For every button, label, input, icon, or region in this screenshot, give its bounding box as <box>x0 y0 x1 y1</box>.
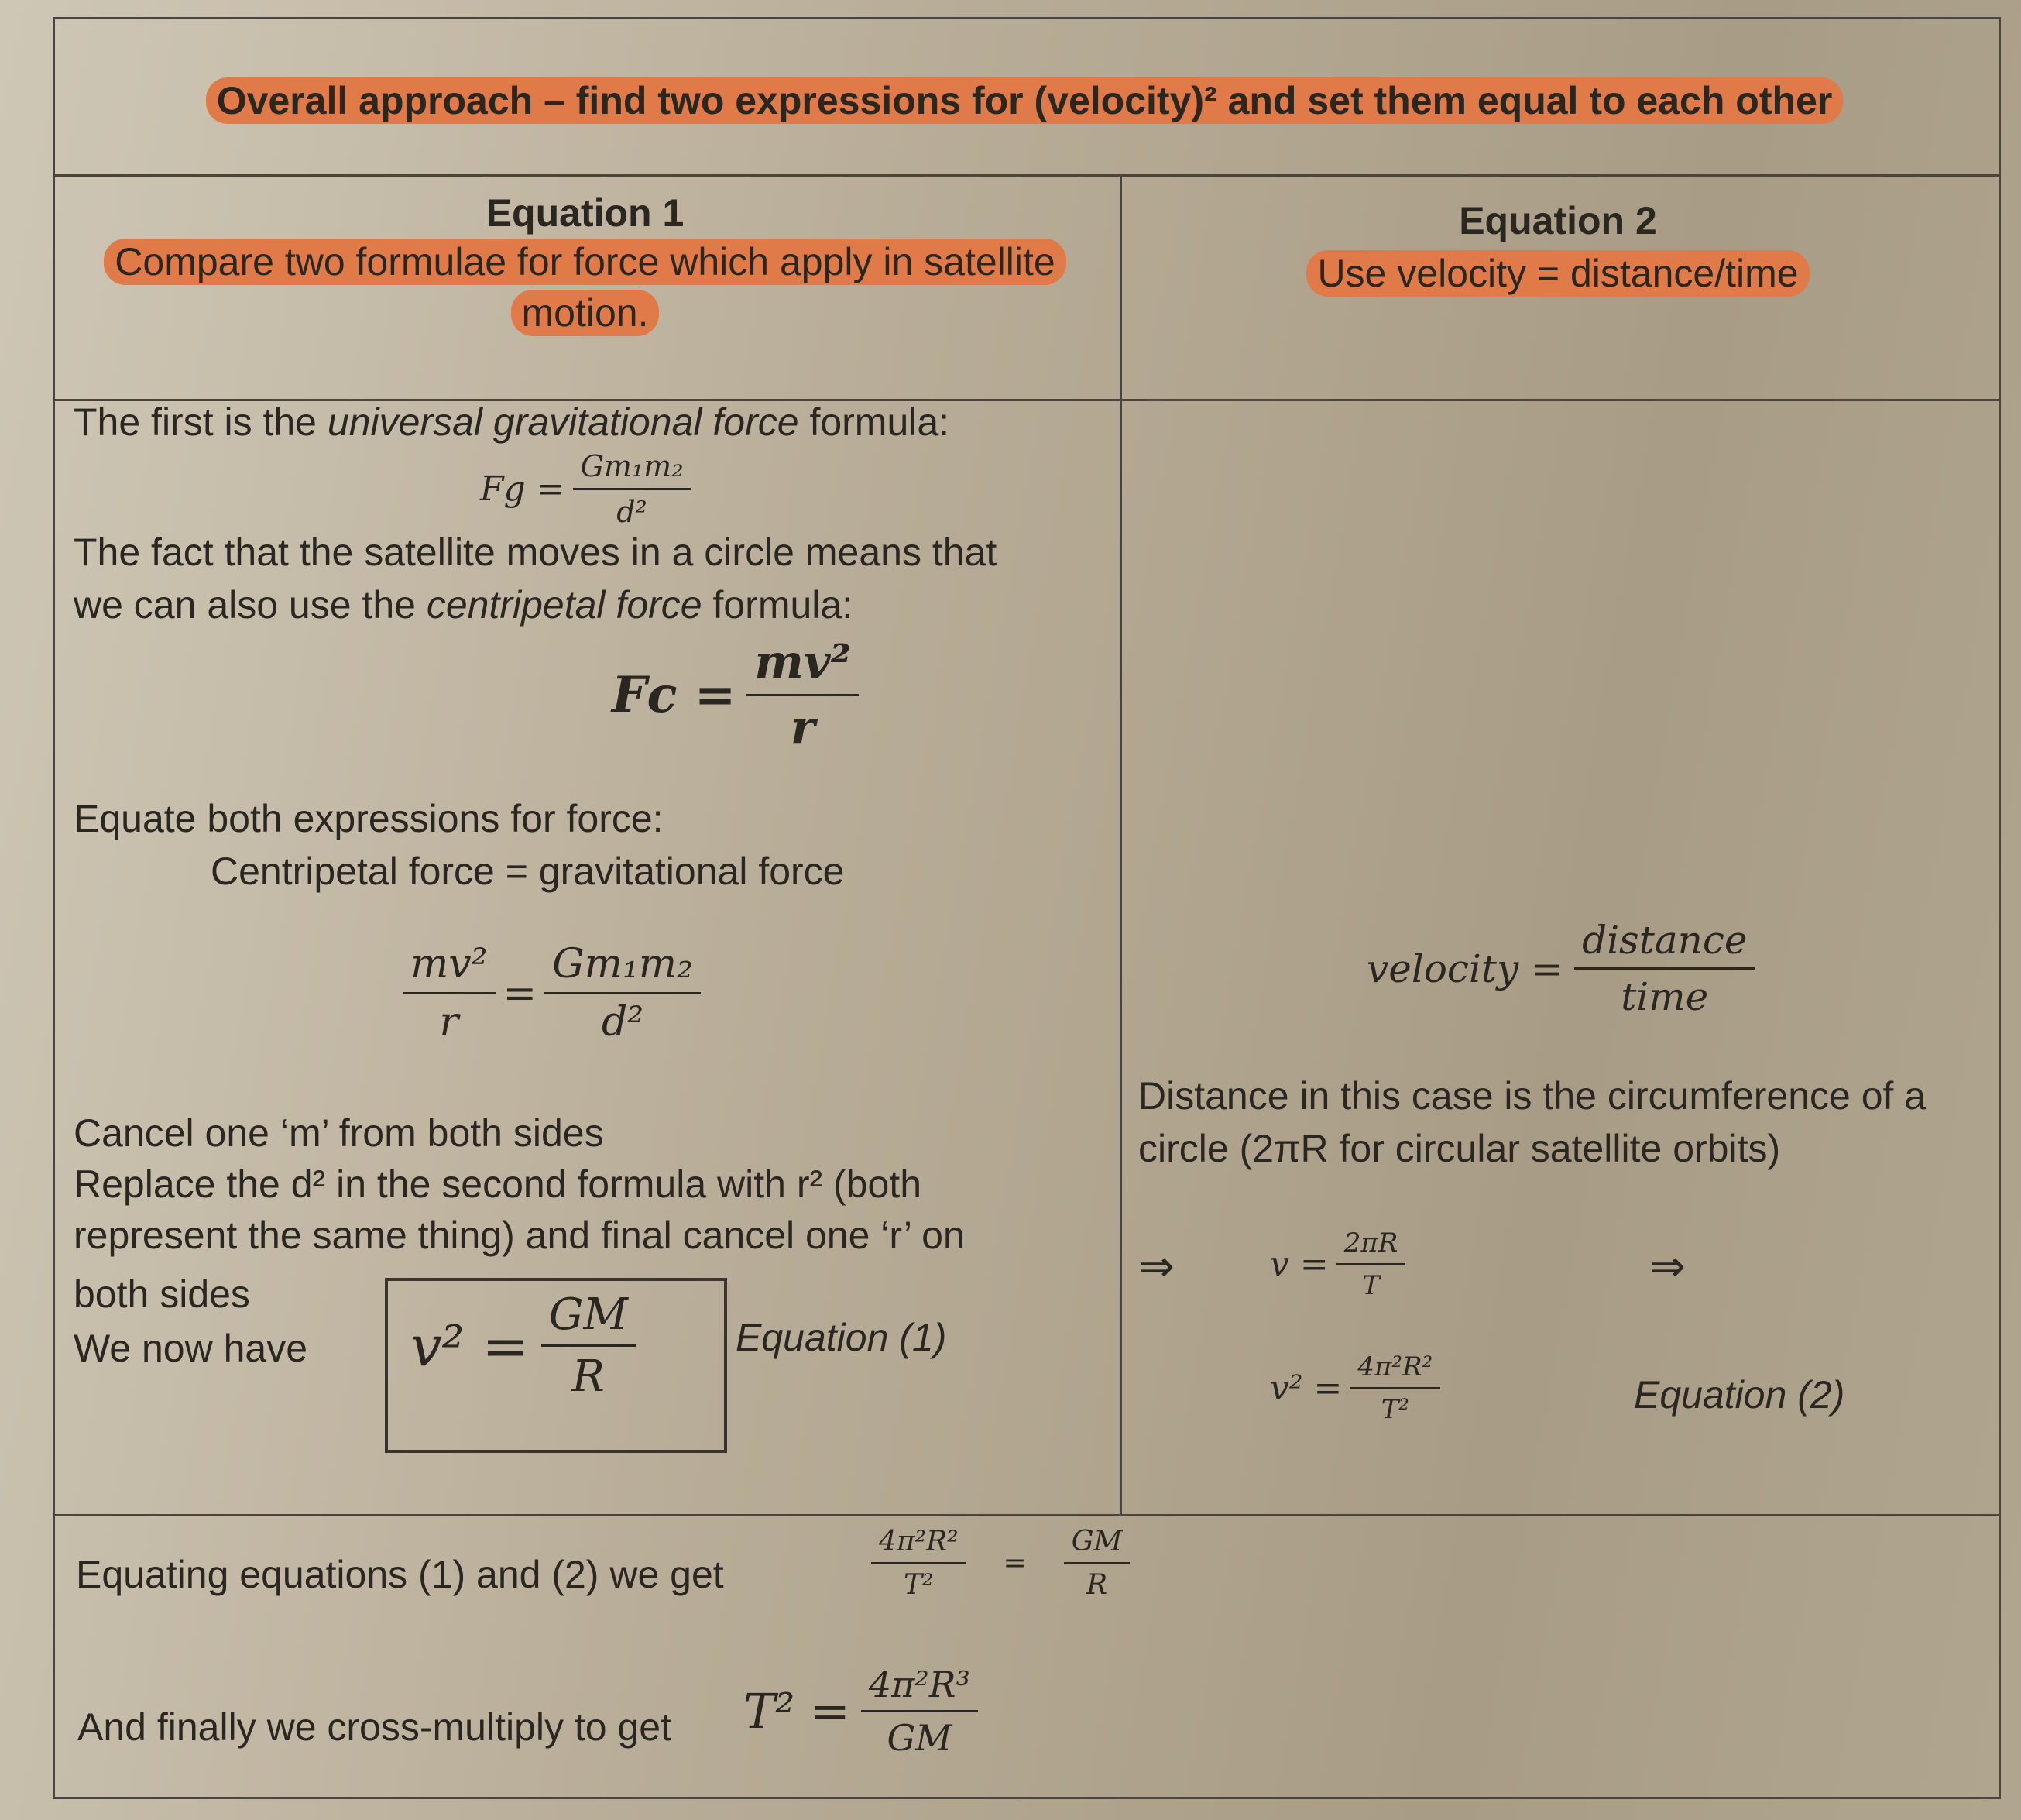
velocity-circular-formula: v = $\frac{2\pi R}{T}$ <box>1270 1228 1405 1301</box>
replace-line-2: represent the same thing) and final cancel one ‘r’ on <box>74 1214 965 1257</box>
velocity-definition: velocity = $\frac{\text{distance}}{\text{time}}$ <box>1367 918 1755 1019</box>
implies-arrow-left: ⇒ <box>1138 1241 1175 1290</box>
now-have-line: We now have <box>74 1327 308 1370</box>
equation1-label: Equation (1) <box>736 1316 947 1359</box>
equation2-subtitle: Use velocity = distance/time <box>1120 246 1996 300</box>
body-divider <box>55 1514 1999 1516</box>
distance-line-2: circle (2πR for circular satellite orbits) <box>1138 1127 1781 1170</box>
implies-arrow-right: ⇒ <box>1649 1241 1686 1290</box>
replace-line-1: Replace the d² in the second formula with r² (both <box>74 1162 921 1206</box>
equation1-heading: Equation 1 <box>486 191 685 235</box>
fact-line-1: The fact that the satellite moves in a circle means that <box>74 531 997 574</box>
column-divider <box>1120 174 1122 1514</box>
first-formula-line: The first is the universal gravitational force formula: <box>74 400 950 444</box>
header-divider <box>55 174 1999 177</box>
equate-line: Equate both expressions for force: <box>74 797 664 840</box>
velocity-squared-equation1: v² = $\frac{GM}{R}$ <box>410 1289 636 1402</box>
final-text: And finally we cross-multiply to get <box>77 1705 671 1749</box>
keplers-third-law: T² = $\frac{\text{4π²R³}}{GM}$ <box>743 1664 978 1759</box>
force-equation: $\frac{\text{mv²}}{r}$ = $\frac{\text{Gm₁m₂}}{\text{d²}}$ <box>403 941 701 1046</box>
page-title: Overall approach – find two expressions for (velocity)² and set them equal to each other <box>53 74 1996 128</box>
equation2-heading: Equation 2 <box>1459 199 1657 242</box>
cancel-line: Cancel one ‘m’ from both sides <box>74 1111 604 1155</box>
equation2-label: Equation (2) <box>1634 1373 1845 1417</box>
equating-equation: $\frac{\text{4π²R²}}{\text{T²}}$ = $\frac{GM}{R}$ <box>871 1526 1130 1601</box>
equation1-subtitle: Compare two formulae for force which apply in satellite motion. <box>53 236 1117 338</box>
gravitational-force-formula: Fg = $\frac{\text{Gm₁m₂}}{\text{d²}}$ <box>480 449 691 529</box>
centripetal-equals-gravitational: Centripetal force = gravitational force <box>211 850 845 893</box>
replace-line-3: both sides <box>74 1272 250 1316</box>
fact-line-2: we can also use the centripetal force formula: <box>74 583 853 627</box>
distance-line-1: Distance in this case is the circumference of a <box>1138 1074 1927 1118</box>
velocity-squared-equation2: v² = $\frac{\text{4π²R²}}{\text{T²}}$ <box>1270 1351 1440 1425</box>
equating-text: Equating equations (1) and (2) we get <box>76 1553 724 1596</box>
centripetal-force-formula: Fc = $\frac{\text{mv²}}{r}$ <box>612 635 859 755</box>
